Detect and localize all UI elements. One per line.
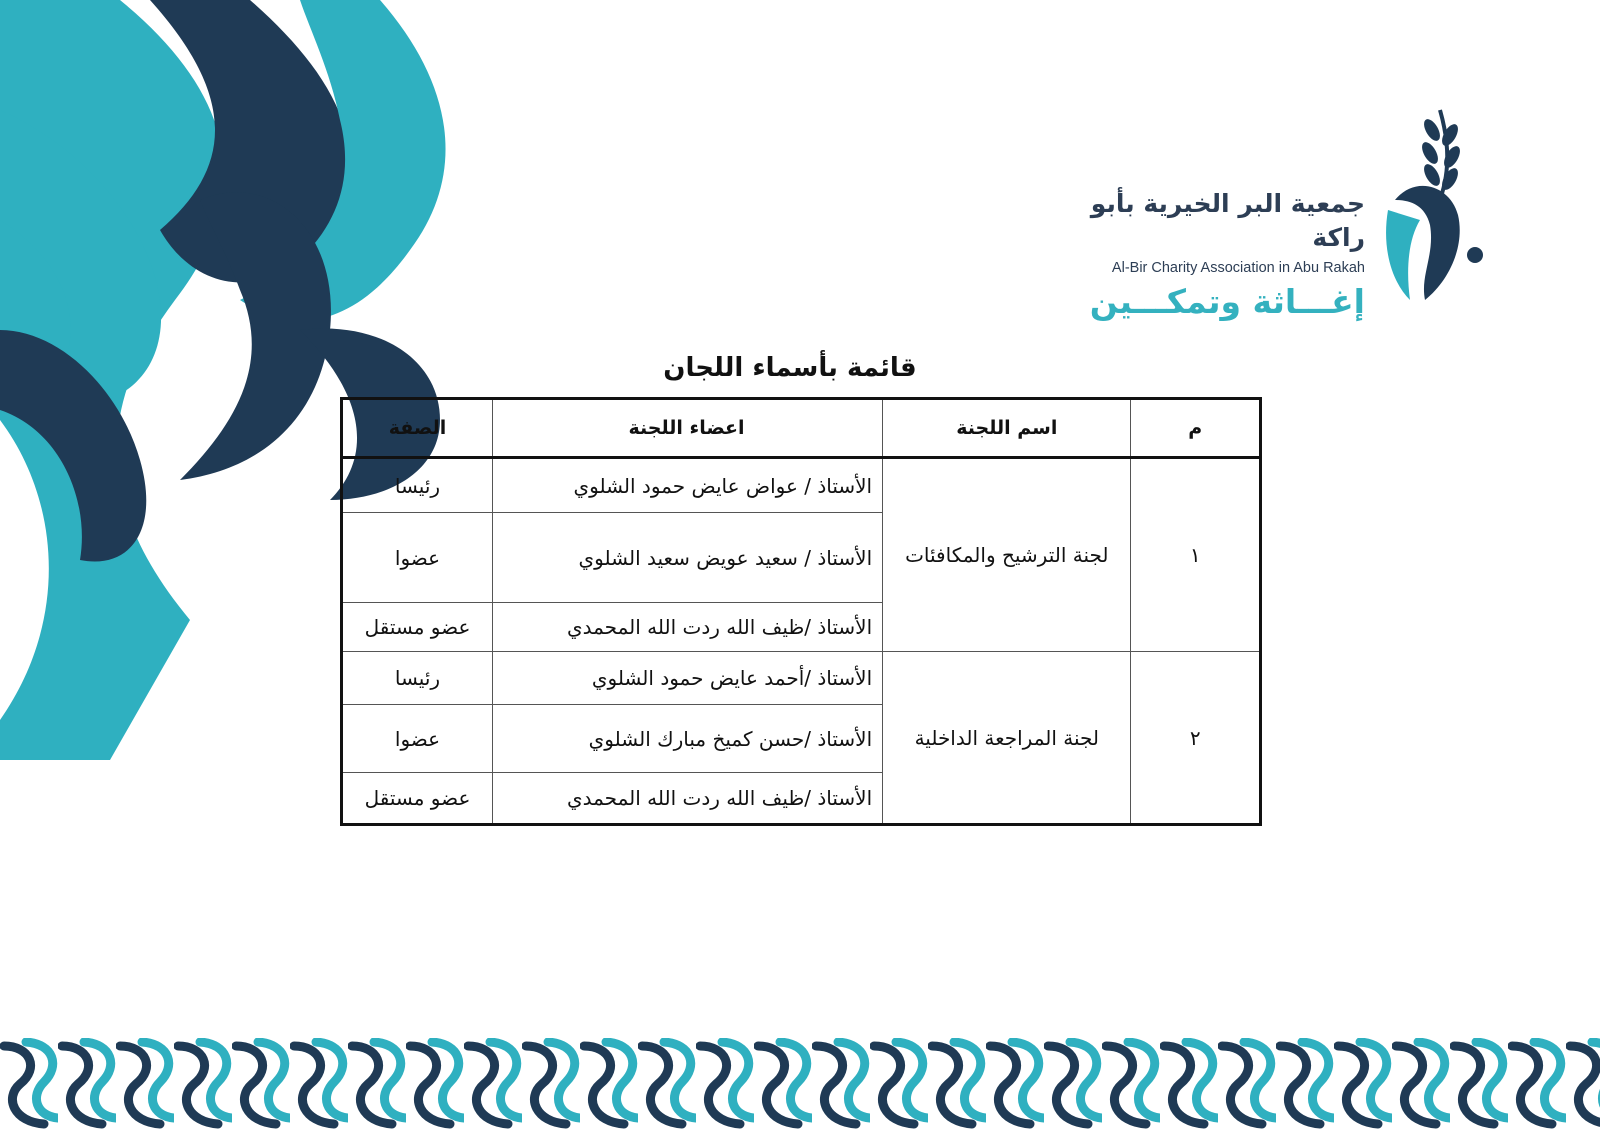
table-row [342,652,1261,705]
member-role: عضو مستقل [342,773,493,825]
member-name: الأستاذ / عواض عايض حمود الشلوي [492,458,882,513]
member-name: الأستاذ /ظيف الله ردت الله المحمدي [492,603,882,652]
member-name: الأستاذ /ظيف الله ردت الله المحمدي [492,773,882,825]
column-header-members: اعضاء اللجنة [492,399,882,458]
column-header-committee-name: اسم اللجنة [883,399,1131,458]
committee-number: ٢ [1131,652,1261,825]
organization-slogan: إغـــاثة وتمكـــين [1089,282,1365,321]
organization-logo [1050,105,1490,321]
document-title: قائمة بأسماء اللجان [663,353,917,383]
member-name: الأستاذ /أحمد عايض حمود الشلوي [492,652,882,705]
wheat-logo-icon [1380,105,1490,310]
decorative-wave-band [0,1038,1600,1131]
organization-name-en: Al-Bir Charity Association in Abu Rakah [1111,260,1365,276]
member-name: الأستاذ /حسن كميخ مبارك الشلوي [492,705,882,773]
member-name: الأستاذ / سعيد عويض سعيد الشلوي [492,513,882,603]
committee-name: لجنة المراجعة الداخلية [883,652,1131,825]
table-row [342,458,1261,513]
committees-table [340,397,1262,826]
member-role: عضو مستقل [342,603,493,652]
table-header-row [342,399,1261,458]
column-header-number: م [1131,399,1261,458]
member-role: عضوا [342,513,493,603]
column-header-role: الصفة [342,399,493,458]
member-role: رئيسا [342,458,493,513]
committee-number: ١ [1131,458,1261,652]
committee-name: لجنة الترشيح والمكافئات [883,458,1131,652]
member-role: عضوا [342,705,493,773]
organization-name-ar: جمعية البر الخيرية بأبو راكة [1090,189,1365,252]
member-role: رئيسا [342,652,493,705]
